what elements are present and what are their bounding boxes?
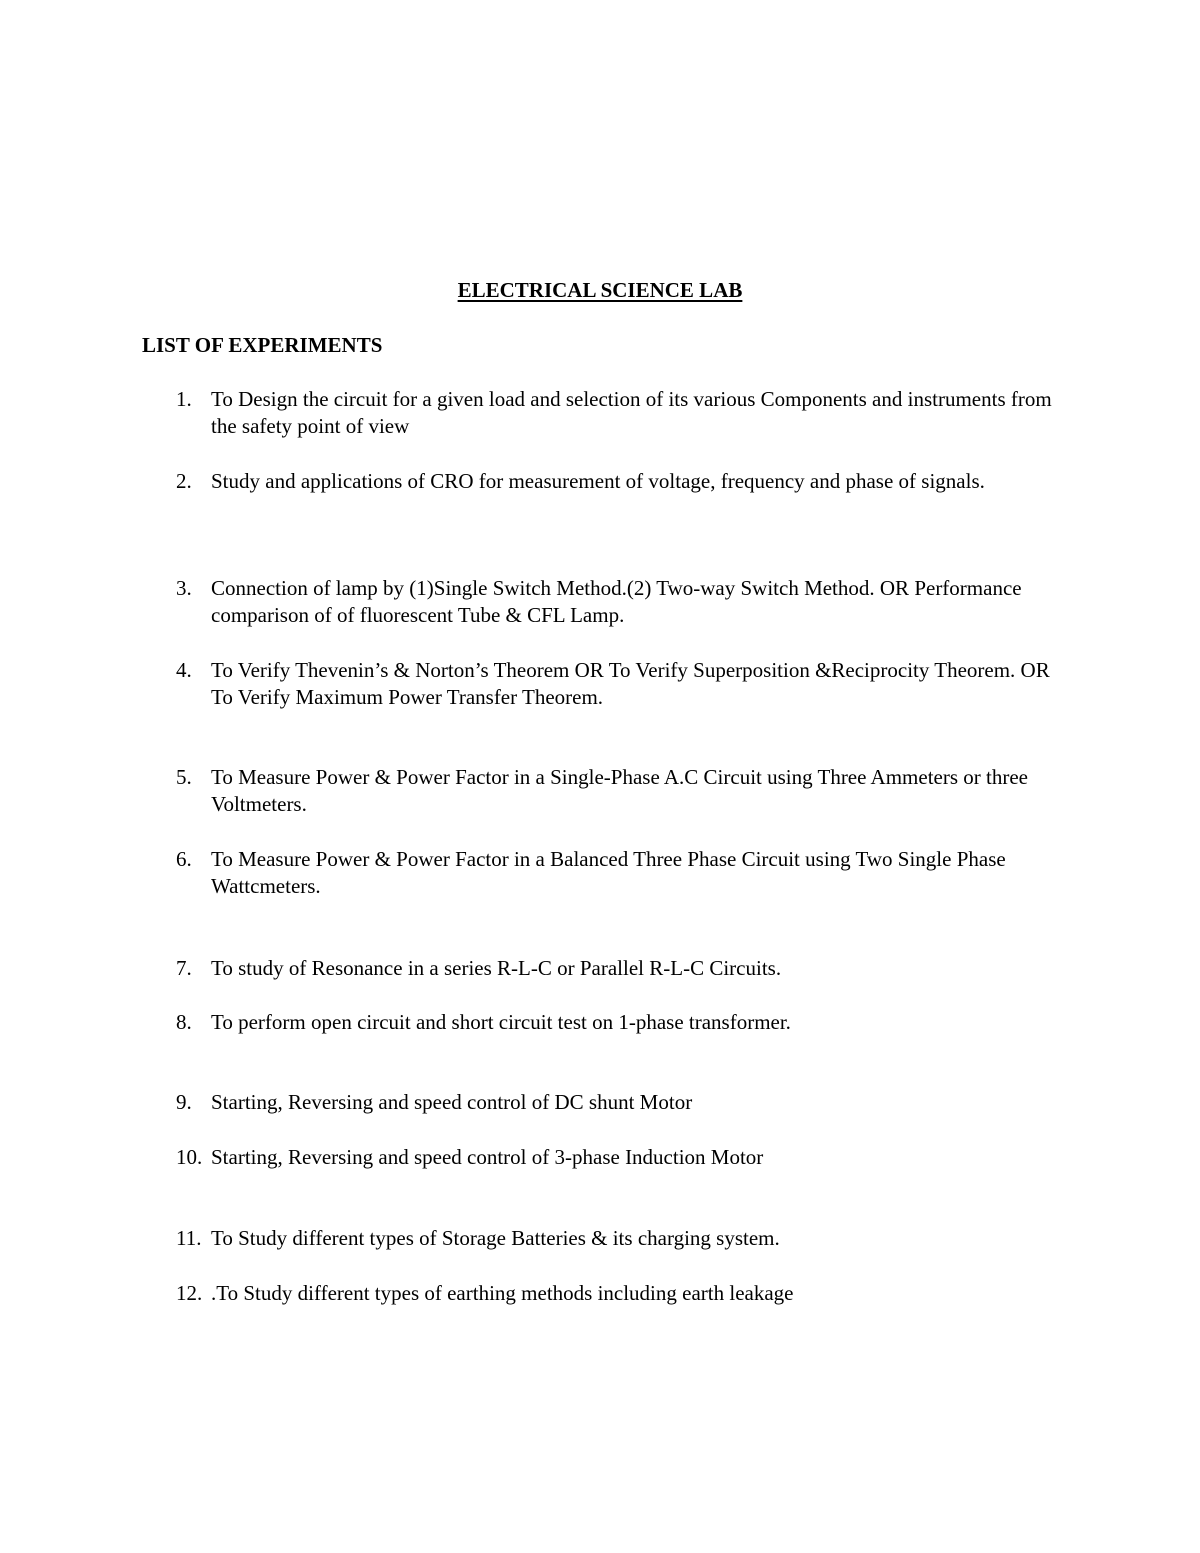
list-item-text: To Study different types of Storage Batteries & its charging system. [211, 1226, 780, 1250]
list-item-text: To Measure Power & Power Factor in a Balanced Three Phase Circuit using Two Single Phase Wattcmeters. [211, 847, 1006, 898]
document-subtitle: LIST OF EXPERIMENTS [142, 333, 383, 357]
list-item [142, 657, 1072, 711]
list-item [142, 1009, 1072, 1036]
list-item-text: Study and applications of CRO for measurement of voltage, frequency and phase of signals. [211, 469, 985, 493]
list-item [142, 1144, 1072, 1171]
list-item-number: 12. [176, 1281, 203, 1305]
list-item-text: Starting, Reversing and speed control of DC shunt Motor [211, 1090, 693, 1114]
list-item [142, 1225, 1072, 1252]
list-item [142, 468, 1072, 495]
list-item-number: 11. [176, 1226, 202, 1250]
list-item [142, 1280, 1072, 1307]
list-item-number: 6. [176, 847, 192, 871]
list-item [142, 764, 1072, 818]
document-title: ELECTRICAL SCIENCE LAB [457, 278, 743, 302]
list-item [142, 1089, 1072, 1116]
list-item [142, 575, 1072, 629]
list-item-text: To Measure Power & Power Factor in a Single-Phase A.C Circuit using Three Ammeters or three Voltmeters. [211, 765, 1028, 816]
list-item [142, 386, 1072, 440]
list-item [142, 955, 1072, 982]
list-item [142, 846, 1072, 900]
list-item-text: To Verify Thevenin’s & Norton’s Theorem OR To Verify Superposition &Reciprocity Theorem. OR To Verify Maximum Power Transfer Theorem. [211, 658, 1050, 709]
list-item-number: 4. [176, 658, 192, 682]
list-item-text: Connection of lamp by (1)Single Switch Method.(2) Two-way Switch Method. OR Performance comparison of of fluorescent Tube & CFL Lamp. [211, 576, 1022, 627]
list-item-number: 2. [176, 469, 192, 493]
list-item-text: Starting, Reversing and speed control of 3-phase Induction Motor [211, 1145, 764, 1169]
list-item-text: .To Study different types of earthing methods including earth leakage [211, 1281, 794, 1305]
list-item-number: 1. [176, 387, 192, 411]
list-item-number: 10. [176, 1145, 203, 1169]
list-item-text: To study of Resonance in a series R-L-C or Parallel R-L-C Circuits. [211, 956, 782, 980]
list-item-text: To perform open circuit and short circuit test on 1-phase transformer. [211, 1010, 791, 1034]
list-item-text: To Design the circuit for a given load and selection of its various Components and instruments from the safety point of view [211, 387, 1052, 438]
list-item-number: 9. [176, 1090, 192, 1114]
list-item-number: 5. [176, 765, 192, 789]
list-item-number: 7. [176, 956, 192, 980]
list-item-number: 8. [176, 1010, 192, 1034]
list-item-number: 3. [176, 576, 192, 600]
